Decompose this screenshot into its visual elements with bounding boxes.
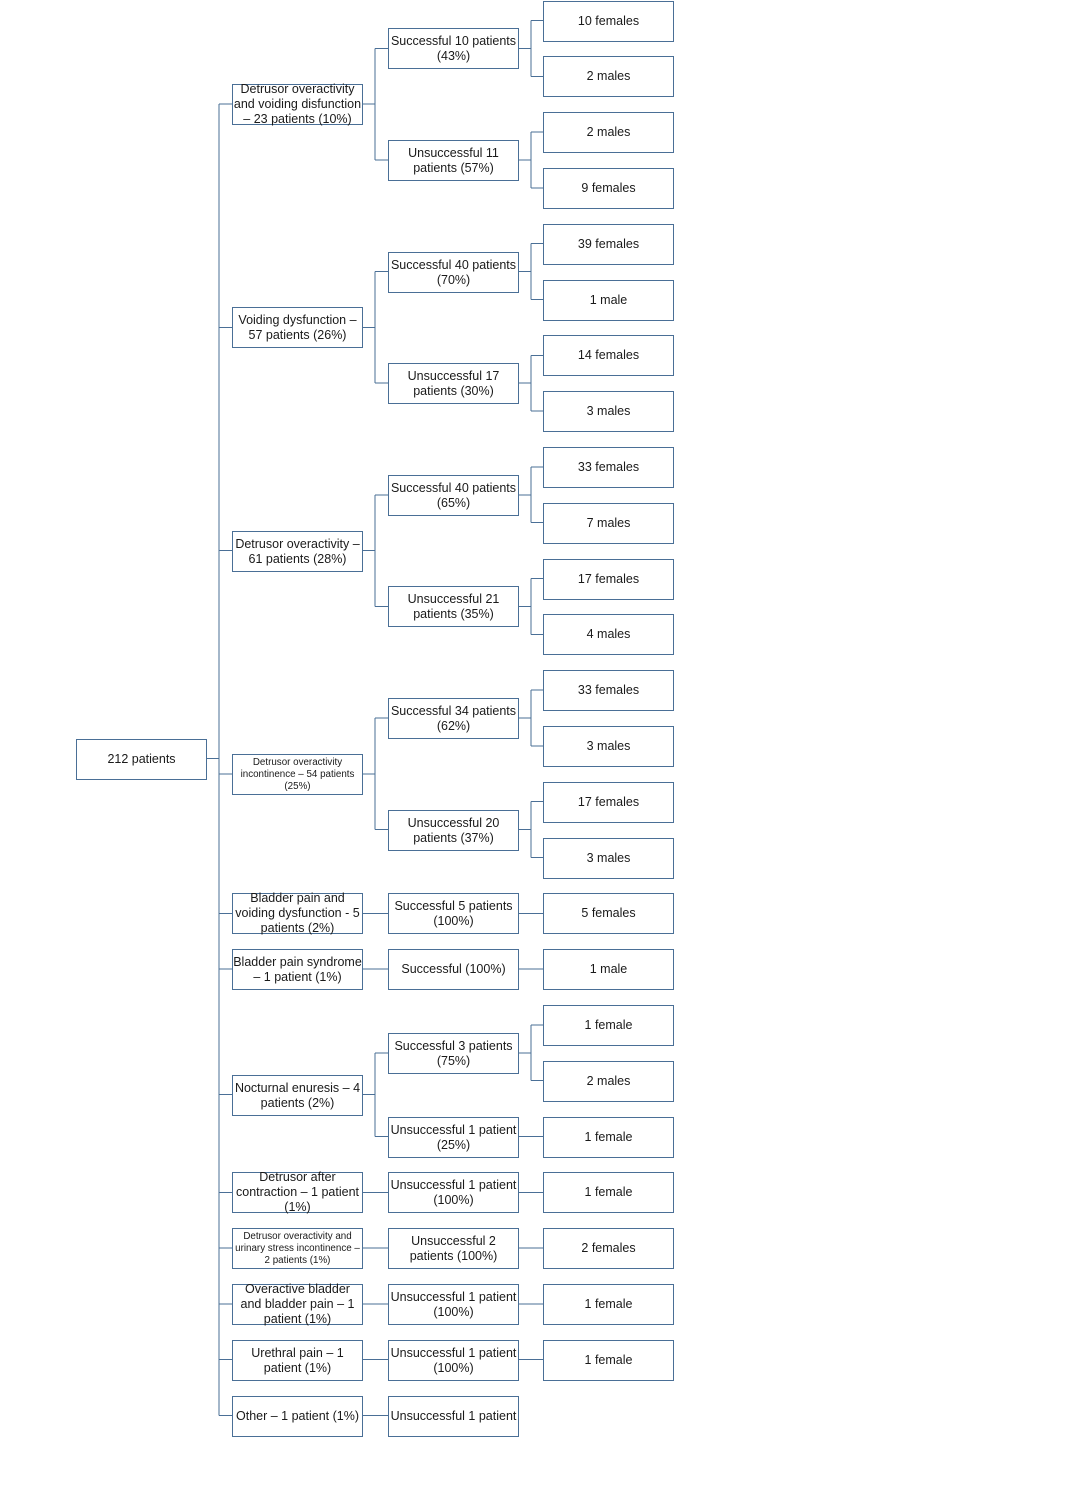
gender-box — [543, 726, 674, 767]
category-box-label: Bladder pain syndrome – 1 patient (1%) — [233, 954, 362, 984]
gender-box-label: 7 males — [586, 516, 631, 530]
outcome-box — [388, 1340, 519, 1381]
gender-box — [543, 559, 674, 600]
gender-box-label: 2 males — [586, 69, 631, 83]
root-box — [76, 739, 207, 780]
root-box-label: 212 patients — [107, 752, 176, 766]
outcome-box-label: Successful 5 patients (100%) — [394, 898, 513, 928]
gender-box-label: 1 male — [589, 293, 628, 307]
gender-box — [543, 1228, 674, 1269]
category-box — [232, 531, 363, 572]
gender-box — [543, 1061, 674, 1102]
outcome-box — [388, 949, 519, 990]
gender-box-label: 14 females — [577, 348, 640, 362]
category-box — [232, 949, 363, 990]
outcome-box-label: Unsuccessful 20 patients (37%) — [407, 815, 500, 845]
category-box — [232, 1172, 363, 1213]
category-box — [232, 307, 363, 348]
category-box-label: Detrusor overactivity – 61 patients (28%) — [235, 536, 360, 566]
gender-box-label: 39 females — [577, 237, 640, 251]
category-box-label: Nocturnal enuresis – 4 patients (2%) — [234, 1080, 361, 1110]
gender-box-label: 1 male — [589, 962, 628, 976]
outcome-box — [388, 1172, 519, 1213]
category-box-label: Urethral pain – 1 patient (1%) — [251, 1345, 344, 1375]
gender-box-label: 17 females — [577, 795, 640, 809]
outcome-box-label: Successful 3 patients (75%) — [394, 1038, 513, 1068]
outcome-box — [388, 1033, 519, 1074]
outcome-box-label: Unsuccessful 17 patients (30%) — [407, 368, 500, 398]
outcome-box — [388, 1396, 519, 1437]
gender-box-label: 3 males — [586, 404, 631, 418]
category-box — [232, 1340, 363, 1381]
gender-box-label: 4 males — [586, 627, 631, 641]
gender-box — [543, 838, 674, 879]
outcome-box-label: Unsuccessful 1 patient (100%) — [390, 1177, 517, 1207]
outcome-box — [388, 893, 519, 934]
category-box — [232, 1396, 363, 1437]
category-box — [232, 754, 363, 795]
category-box-label: Bladder pain and voiding dysfunction - 5 patients (2%) — [235, 891, 360, 935]
category-box — [232, 84, 363, 125]
outcome-box-label: Successful 40 patients (65%) — [390, 480, 517, 510]
gender-box-label: 33 females — [577, 460, 640, 474]
gender-box — [543, 280, 674, 321]
outcome-box-label: Successful (100%) — [401, 962, 506, 976]
outcome-box-label: Unsuccessful 1 patient (100%) — [390, 1289, 517, 1319]
gender-box — [543, 56, 674, 97]
gender-box — [543, 391, 674, 432]
gender-box — [543, 893, 674, 934]
outcome-box-label: Successful 40 patients (70%) — [390, 257, 517, 287]
outcome-box — [388, 252, 519, 293]
outcome-box-label: Successful 10 patients (43%) — [390, 33, 517, 63]
category-box — [232, 1075, 363, 1116]
gender-box — [543, 1172, 674, 1213]
gender-box-label: 1 female — [584, 1185, 633, 1199]
gender-box-label: 5 females — [581, 906, 636, 920]
gender-box — [543, 335, 674, 376]
outcome-box-label: Unsuccessful 1 patient (100%) — [390, 1345, 517, 1375]
gender-box-label: 2 males — [586, 125, 631, 139]
outcome-box-label: Unsuccessful 11 patients (57%) — [408, 145, 499, 175]
gender-box-label: 2 males — [586, 1074, 631, 1088]
gender-box-label: 1 female — [584, 1018, 633, 1032]
gender-box — [543, 168, 674, 209]
gender-box — [543, 614, 674, 655]
outcome-box-label: Successful 34 patients (62%) — [390, 703, 517, 733]
category-box — [232, 893, 363, 934]
gender-box-label: 1 female — [584, 1130, 633, 1144]
gender-box — [543, 670, 674, 711]
outcome-box — [388, 28, 519, 69]
category-box-label: Detrusor overactivity and urinary stress incontinence – 2 patients (1%) — [235, 1230, 360, 1266]
outcome-box-label: Unsuccessful 1 patient (25%) — [390, 1122, 517, 1152]
outcome-box — [388, 586, 519, 627]
gender-box — [543, 1005, 674, 1046]
category-box-label: Detrusor overactivity and voiding disfunction – 23 patients (10%) — [233, 82, 362, 126]
gender-box — [543, 949, 674, 990]
gender-box — [543, 112, 674, 153]
outcome-box — [388, 363, 519, 404]
gender-box-label: 1 female — [584, 1297, 633, 1311]
category-box — [232, 1284, 363, 1325]
gender-box-label: 3 males — [586, 851, 631, 865]
outcome-box — [388, 698, 519, 739]
gender-box-label: 17 females — [577, 572, 640, 586]
gender-box-label: 3 males — [586, 739, 631, 753]
gender-box — [543, 224, 674, 265]
gender-box-label: 2 females — [581, 1241, 636, 1255]
gender-box — [543, 1340, 674, 1381]
outcome-box-label: Unsuccessful 1 patient — [390, 1409, 517, 1423]
category-box-label: Voiding dysfunction – 57 patients (26%) — [238, 312, 357, 342]
outcome-box — [388, 1117, 519, 1158]
outcome-box — [388, 475, 519, 516]
gender-box — [543, 447, 674, 488]
category-box-label: Overactive bladder and bladder pain – 1 patient (1%) — [240, 1282, 355, 1326]
category-box — [232, 1228, 363, 1269]
gender-box-label: 9 females — [581, 181, 636, 195]
category-box-label: Detrusor overactivity incontinence – 54 patients (25%) — [240, 756, 355, 792]
gender-box — [543, 503, 674, 544]
gender-box-label: 10 females — [577, 14, 640, 28]
outcome-box-label: Unsuccessful 2 patients (100%) — [409, 1233, 498, 1263]
gender-box — [543, 1117, 674, 1158]
outcome-box — [388, 1228, 519, 1269]
gender-box — [543, 1284, 674, 1325]
gender-box-label: 1 female — [584, 1353, 633, 1367]
outcome-box — [388, 1284, 519, 1325]
outcome-box-label: Unsuccessful 21 patients (35%) — [407, 591, 500, 621]
category-box-label: Detrusor after contraction – 1 patient (1%) — [236, 1170, 359, 1214]
gender-box — [543, 782, 674, 823]
outcome-box — [388, 140, 519, 181]
gender-box-label: 33 females — [577, 683, 640, 697]
outcome-box — [388, 810, 519, 851]
category-box-label: Other – 1 patient (1%) — [236, 1409, 359, 1423]
gender-box — [543, 1, 674, 42]
